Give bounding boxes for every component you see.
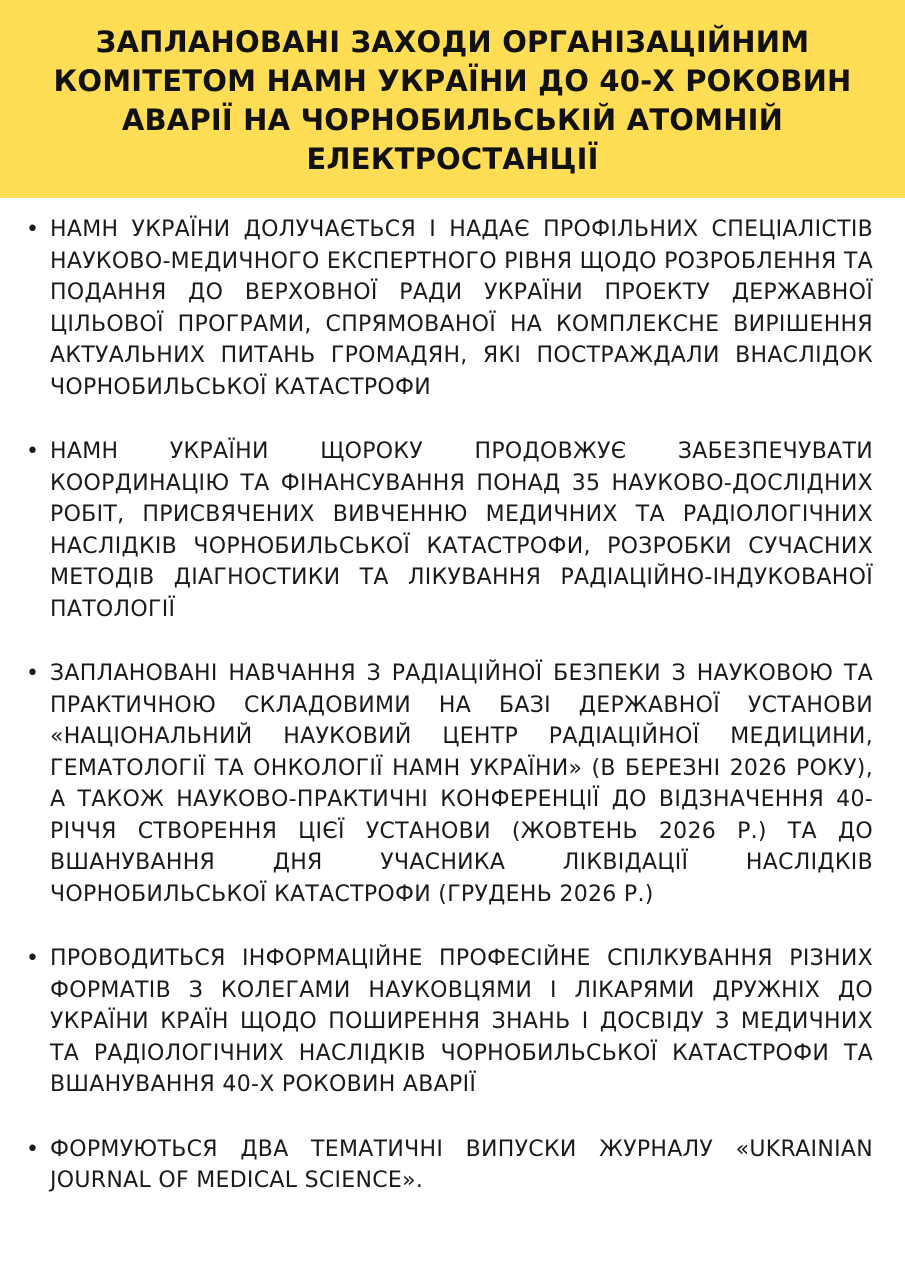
list-item <box>26 436 873 625</box>
list-item <box>26 943 873 1101</box>
bullet-icon: • <box>26 439 40 464</box>
list-item-text: ЗАПЛАНОВАНІ НАВЧАННЯ З РАДІАЦІЙНОЇ БЕЗПЕКИ З НАУКОВОЮ ТА ПРАКТИЧНОЮ СКЛАДОВИМИ НА БАЗІ ДЕРЖАВНОЇ УСТАНОВИ «НАЦІОНАЛЬНИЙ НАУКОВИЙ ЦЕНТР РАДІАЦІЙНОЇ МЕДИЦИНИ, ГЕМАТОЛОГІЇ ТА ОНКОЛОГІЇ НАМН УКРАЇНИ» (В БЕРЕЗНІ 2026 РОКУ), А ТАКОЖ НАУКОВО-ПРАКТИЧНІ КОНФЕРЕНЦІЇ ДО ВІДЗНАЧЕННЯ 40-РІЧЧЯ СТВОРЕННЯ ЦІЄЇ УСТАНОВИ (ЖОВТЕНЬ 2026 Р.) ТА ДО ВШАНУВАННЯ ДНЯ УЧАСНИКА ЛІКВІДАЦІЇ НАСЛІДКІВ ЧОРНОБИЛЬСЬКОЇ КАТАСТРОФИ (ГРУДЕНЬ 2026 Р.) <box>50 661 873 907</box>
list-item-text: ФОРМУЮТЬСЯ ДВА ТЕМАТИЧНІ ВИПУСКИ ЖУРНАЛУ «UKRAINIAN JOURNAL OF MEDICAL SCIENCE». <box>50 1136 873 1193</box>
list-item <box>26 658 873 910</box>
list-item-text: НАМН УКРАЇНИ ДОЛУЧАЄТЬСЯ І НАДАЄ ПРОФІЛЬНИХ СПЕЦІАЛІСТІВ НАУКОВО-МЕДИЧНОГО ЕКСПЕРТНОГО РІВНЯ ЩОДО РОЗРОБЛЕННЯ ТА ПОДАННЯ ДО ВЕРХОВНОЇ РАДИ УКРАЇНИ ПРОЕКТУ ДЕРЖАВНОЇ ЦІЛЬОВОЇ ПРОГРАМИ, СПРЯМОВАНОЇ НА КОМПЛЕКСНЕ ВИРІШЕННЯ АКТУАЛЬНИХ ПИТАНЬ ГРОМАДЯН, ЯКІ ПОСТРАЖДАЛИ ВНАСЛІДОК ЧОРНОБИЛЬСЬКОЇ КАТАСТРОФИ <box>50 217 873 400</box>
bullet-icon: • <box>26 1136 40 1162</box>
bullet-icon: • <box>26 946 40 971</box>
header-banner <box>0 0 905 198</box>
list-item <box>26 1134 873 1197</box>
bullet-list <box>0 214 905 1197</box>
list-item-text: НАМН УКРАЇНИ ЩОРОКУ ПРОДОВЖУЄ ЗАБЕЗПЕЧУВАТИ КООРДИНАЦІЮ ТА ФІНАНСУВАННЯ ПОНАД 35 НАУКОВО-ДОСЛІДНИХ РОБІТ, ПРИСВЯЧЕНИХ ВИВЧЕННЮ МЕДИЧНИХ ТА РАДІОЛОГІЧНИХ НАСЛІДКІВ ЧОРНОБИЛЬСЬКОЇ КАТАСТРОФИ, РОЗРОБКИ СУЧАСНИХ МЕТОДІВ ДІАГНОСТИКИ ТА ЛІКУВАННЯ РАДІАЦІЙНО-ІНДУКОВАНОЇ ПАТОЛОГІЇ <box>50 439 873 622</box>
page-title: ЗАПЛАНОВАНІ ЗАХОДИ ОРГАНІЗАЦІЙНИМ КОМІТЕТОМ НАМН УКРАЇНИ ДО 40-Х РОКОВИН АВАРІЇ НА ЧОРНОБИЛЬСЬКІЙ АТОМНІЙ ЕЛЕКТРОСТАНЦІЇ <box>53 25 852 176</box>
bullet-icon: • <box>26 217 40 242</box>
bullet-icon: • <box>26 661 40 686</box>
list-item-text: ПРОВОДИТЬСЯ ІНФОРМАЦІЙНЕ ПРОФЕСІЙНЕ СПІЛКУВАННЯ РІЗНИХ ФОРМАТІВ З КОЛЕГАМИ НАУКОВЦЯМИ І ЛІКАРЯМИ ДРУЖНІХ ДО УКРАЇНИ КРАЇН ЩОДО ПОШИРЕННЯ ЗНАНЬ І ДОСВІДУ З МЕДИЧНИХ ТА РАДІОЛОГІЧНИХ НАСЛІДКІВ ЧОРНОБИЛЬСЬКОЇ КАТАСТРОФИ ТА ВШАНУВАННЯ 40-Х РОКОВИН АВАРІЇ <box>50 946 873 1097</box>
list-item <box>26 214 873 403</box>
